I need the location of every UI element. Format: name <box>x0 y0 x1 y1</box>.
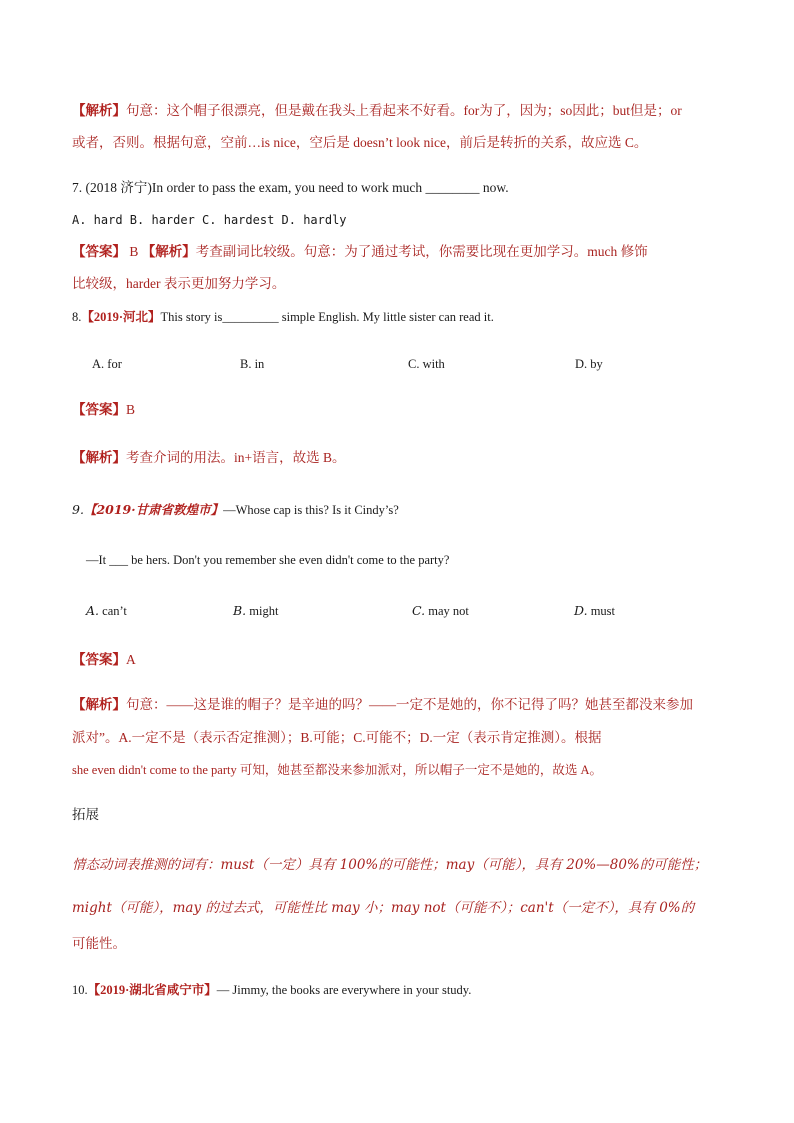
option-text: must <box>587 604 615 618</box>
analysis-tag: 【解析】 <box>72 450 126 465</box>
analysis-tag: 【解析】 <box>141 244 196 259</box>
analysis-text: 句意：这个帽子很漂亮，但是戴在我头上看起来不好看。for为了，因为；so因此；but但是；or <box>126 103 682 118</box>
q7-stem: 7. (2018 济宁)In order to pass the exam, you need to work much ________ now. <box>72 180 509 195</box>
extension-line-1: 情态动词表推测的词有：must（一定）具有 100%的可能性；may（可能），具有 20%—80%的可能性； <box>72 857 708 873</box>
question-source: 【2019·湖北省咸宁市】 <box>87 983 217 997</box>
answer-value: B <box>126 244 139 259</box>
extension-line-2: might（可能），may 的过去式，可能性比 may 小；may not（可能不）；can't（一定不），具有 0%的 <box>72 900 695 916</box>
answer-value: B <box>126 402 136 417</box>
question-source: 【2019·甘肃省敦煌市】 <box>83 502 224 517</box>
answer-tag: 【答案】 <box>72 244 126 259</box>
analysis-tag: 【解析】 <box>72 697 126 712</box>
q8-option-a: A. for <box>92 357 122 371</box>
question-text: This story is_________ simple English. My little sister can read it. <box>160 310 494 324</box>
q9-option-b <box>233 601 278 621</box>
q7-answer-line <box>72 242 648 262</box>
q10-stem <box>72 980 471 1000</box>
q8-answer-line <box>72 400 135 420</box>
option-letter: B. <box>233 603 247 618</box>
question-number: 10. <box>72 983 88 997</box>
q9-analysis-line-1 <box>72 695 693 715</box>
q8-option-c: C. with <box>408 357 445 371</box>
option-text: may not <box>425 604 469 618</box>
q9-stem-1 <box>72 500 399 520</box>
q9-analysis-line-3: she even didn't come to the party 可知，她甚至都没来参加派对，所以帽子一定不是她的，故选 A。 <box>72 763 602 777</box>
q9-option-c <box>412 601 469 621</box>
q9-option-a <box>86 601 127 621</box>
extension-title: 拓展 <box>72 807 99 822</box>
q8-option-d: D. by <box>575 357 603 371</box>
q8-stem <box>72 307 494 327</box>
q8-analysis-line <box>72 448 346 468</box>
q6-analysis-line-1 <box>72 101 682 121</box>
extension-line-3: 可能性。 <box>72 936 126 951</box>
option-letter: D. <box>574 603 588 618</box>
q8-option-b: B. in <box>240 357 265 371</box>
question-source: 【2019·河北】 <box>81 310 161 324</box>
analysis-text: 考查副词比较级。句意：为了通过考试，你需要比现在更加学习。much 修饰 <box>195 244 648 259</box>
q6-analysis-line-2: 或者，否则。根据句意，空前…is nice，空后是 doesn’t look nice，前后是转折的关系，故应选 C。 <box>72 135 648 150</box>
question-number: 8. <box>72 310 82 324</box>
answer-tag: 【答案】 <box>72 652 126 667</box>
question-text: — Jimmy, the books are everywhere in your study. <box>216 983 472 997</box>
analysis-text: 考查介词的用法。in+语言，故选 B。 <box>126 450 346 465</box>
q7-options: A. hard B. harder C. hardest D. hardly <box>72 213 347 227</box>
q9-analysis-line-2: 派对”。A.一定不是（表示否定推测）；B.可能；C.可能不；D.一定（表示肯定推测）。根据 <box>72 730 602 745</box>
q9-stem-2: —It ___ be hers. Don't you remember she even didn't come to the party? <box>86 553 450 567</box>
question-number: 9. <box>72 502 84 517</box>
option-text: can’t <box>99 604 127 618</box>
answer-value: A <box>126 652 136 667</box>
question-text: —Whose cap is this? Is it Cindy’s? <box>223 503 399 517</box>
analysis-tag: 【解析】 <box>72 103 126 118</box>
option-letter: A. <box>86 603 100 618</box>
q9-option-d <box>574 601 615 621</box>
analysis-text: 句意：——这是谁的帽子？是辛迪的吗？——一定不是她的，你不记得了吗？她甚至都没来参加 <box>126 697 693 712</box>
option-letter: C. <box>412 603 426 618</box>
q9-answer-line <box>72 650 136 670</box>
answer-tag: 【答案】 <box>72 402 126 417</box>
option-text: might <box>246 604 279 618</box>
q7-analysis-line-2: 比较级，harder 表示更加努力学习。 <box>72 276 286 291</box>
